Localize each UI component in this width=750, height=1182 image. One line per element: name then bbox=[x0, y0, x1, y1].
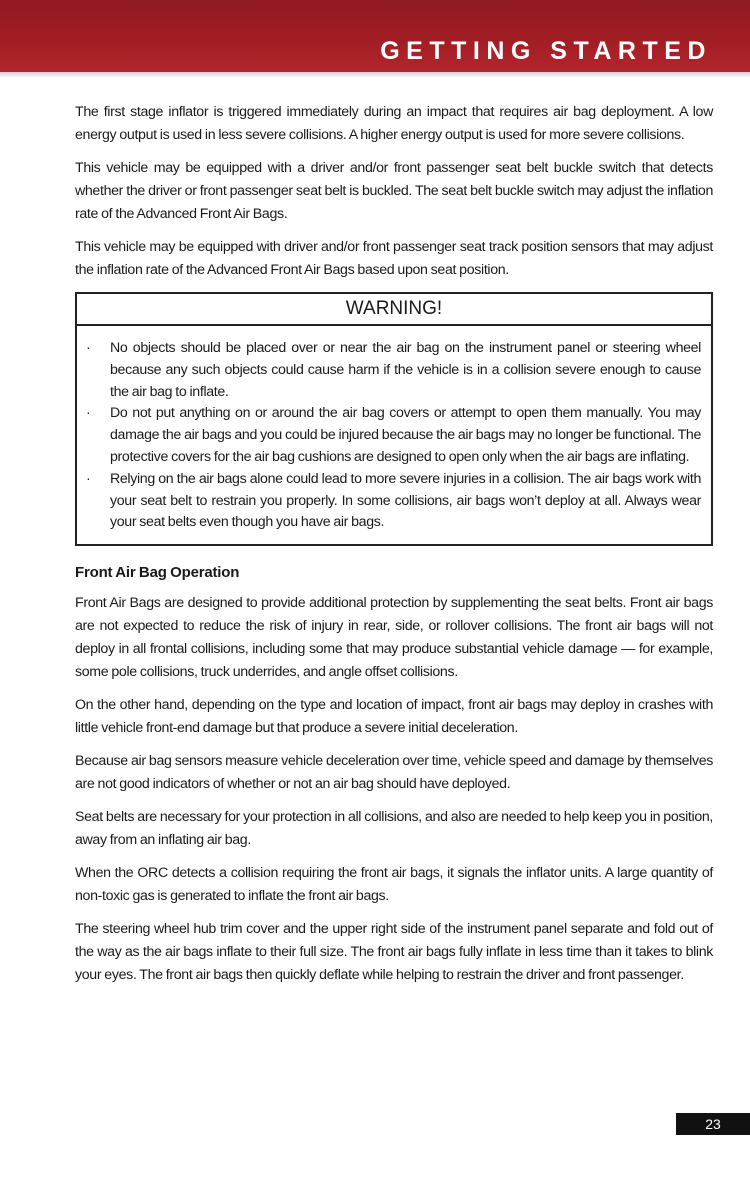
section-paragraph-4: Seat belts are necessary for your protection in all collisions, and also are needed to help keep you in position, away from an inflating air bag. bbox=[75, 809, 713, 849]
bullet-icon: · bbox=[86, 340, 91, 356]
section-paragraph-3: Because air bag sensors measure vehicle deceleration over time, vehicle speed and damage by themselves are not good indicators of whether or not an air bag should have deployed. bbox=[75, 753, 713, 793]
intro-paragraph-3: This vehicle may be equipped with driver and/or front passenger seat track position sensors that may adjust the inflation rate of the Advanced Front Air Bags based upon seat position. bbox=[75, 239, 713, 278]
page-content bbox=[75, 101, 713, 997]
warning-item bbox=[77, 338, 701, 403]
page-number: 23 bbox=[676, 1113, 750, 1135]
header-bar bbox=[0, 0, 750, 72]
section-paragraph-2: On the other hand, depending on the type and location of impact, front air bags may deploy in crashes with little vehicle front-end damage but that produce a severe initial deceleration. bbox=[75, 697, 713, 737]
warning-title: WARNING! bbox=[77, 294, 711, 326]
warning-item bbox=[77, 469, 701, 534]
section-paragraph-5: When the ORC detects a collision requiring the front air bags, it signals the inflator units. A large quantity of non-toxic gas is generated to inflate the front air bags. bbox=[75, 865, 713, 905]
chapter-title: GETTING STARTED bbox=[380, 37, 712, 65]
section-heading: Front Air Bag Operation bbox=[75, 564, 240, 582]
warning-item-text: Relying on the air bags alone could lead to more severe injuries in a collision. The air bags work with your seat belt to restrain you properly. In some collisions, air bags won’t deploy at all. Always wear your seat belts even though you have air bags. bbox=[110, 470, 701, 531]
warning-box bbox=[75, 292, 713, 546]
bullet-icon: · bbox=[86, 405, 91, 422]
section-paragraph-1: Front Air Bags are designed to provide additional protection by supplementing the seat belts. Front air bags are not expected to reduce the risk of injury in rear, side, or rollover collisions. The front air bags will not deploy in all frontal collisions, including some that may produce substantial vehicle damage — for example, some pole collisions, truck underrides, and angle offset collisions. bbox=[75, 595, 713, 681]
intro-paragraph-1: The first stage inflator is triggered immediately during an impact that requires air bag deployment. A low energy output is used in less severe collisions. A higher energy output is used for more severe collisions. bbox=[75, 104, 713, 143]
warning-item-text: Do not put anything on or around the air bag covers or attempt to open them manually. You may damage the air bags and you could be injured because the air bags may no longer be functional. The protective covers for the air bag cushions are designed to open only when the air bags are inflating. bbox=[110, 405, 701, 465]
bullet-icon: · bbox=[86, 470, 91, 487]
warning-list bbox=[77, 326, 711, 544]
warning-item bbox=[77, 403, 701, 468]
warning-item-text: No objects should be placed over or near the air bag on the instrument panel or steering wheel because any such objects could cause harm if the vehicle is in a collision severe enough to cause the air bag to inflate. bbox=[110, 340, 701, 400]
section-paragraph-6: The steering wheel hub trim cover and the upper right side of the instrument panel separate and fold out of the way as the air bags inflate to their full size. The front air bags fully inflate in less time than it takes to blink your eyes. The front air bags then quickly deflate while helping to restrain the driver and front passenger. bbox=[75, 921, 713, 984]
header-shadow bbox=[0, 72, 750, 78]
intro-paragraph-2: This vehicle may be equipped with a driver and/or front passenger seat belt buckle switch that detects whether the driver or front passenger seat belt is buckled. The seat belt buckle switch may adjust the inflation rate of the Advanced Front Air Bags. bbox=[75, 160, 713, 222]
